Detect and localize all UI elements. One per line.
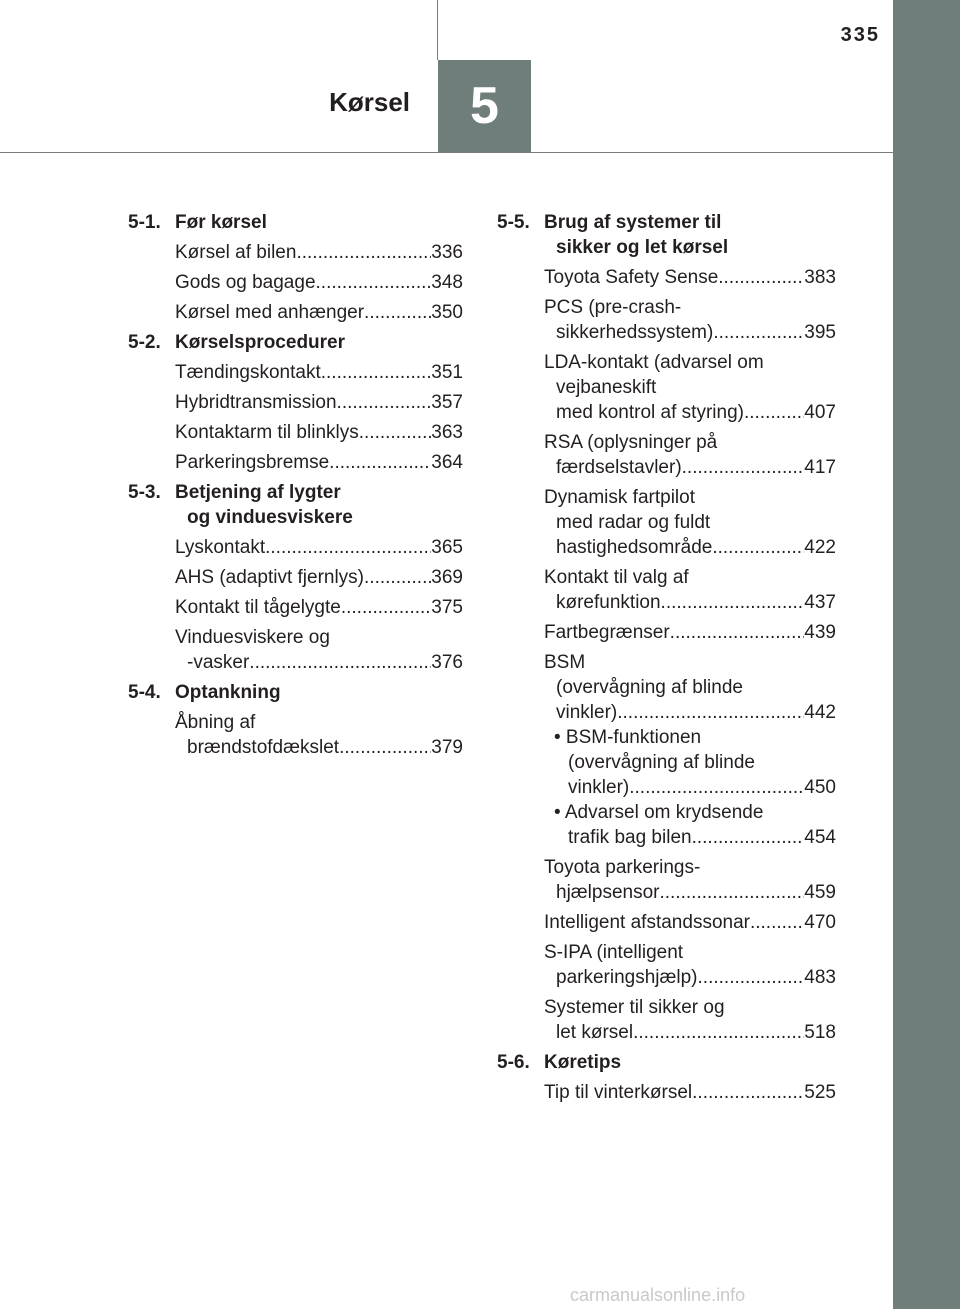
section-number: 5-4. — [128, 682, 161, 703]
dot-leader — [341, 595, 431, 620]
chapter-number-badge: 5 — [438, 60, 531, 152]
section-title — [175, 480, 463, 530]
entry-page: 357 — [431, 392, 463, 413]
toc-entry[interactable] — [544, 485, 836, 560]
toc-entry[interactable] — [544, 1080, 836, 1105]
dot-leader — [364, 300, 431, 325]
dot-leader — [296, 240, 431, 265]
entry-title-line: • Advarsel om krydsende — [554, 802, 764, 823]
dot-leader — [750, 910, 804, 935]
toc-entry[interactable] — [544, 650, 836, 850]
entry-page: 518 — [804, 1022, 836, 1043]
entry-title: Fartbegrænser — [544, 622, 670, 643]
entry-page: 459 — [804, 882, 836, 903]
dot-leader — [359, 420, 432, 445]
entry-title-line: med radar og fuldt — [556, 512, 711, 533]
entry-title: Toyota Safety Sense — [544, 267, 719, 288]
toc-section-5-3 — [128, 480, 463, 675]
entry-title: trafik bag bilen — [568, 827, 692, 848]
section-number: 5-2. — [128, 332, 161, 353]
dot-leader — [265, 535, 431, 560]
entry-page: 470 — [804, 912, 836, 933]
toc-section-5-6 — [497, 1050, 836, 1105]
section-title: Optankning — [175, 682, 281, 703]
toc-section-5-5 — [497, 210, 836, 1045]
entry-page: 351 — [431, 362, 463, 383]
section-number: 5-3. — [128, 482, 161, 503]
section-title-line: og vinduesviskere — [187, 507, 353, 528]
section-number: 5-6. — [497, 1052, 530, 1073]
toc-entry[interactable] — [544, 265, 836, 290]
toc-entry[interactable] — [544, 940, 836, 990]
toc-right-column — [497, 210, 836, 1110]
dot-leader — [316, 270, 432, 295]
entry-page: 364 — [431, 452, 463, 473]
toc-section-5-4 — [128, 680, 463, 760]
toc-entry[interactable] — [544, 350, 836, 425]
section-number: 5-1. — [128, 212, 161, 233]
entry-page: 437 — [804, 592, 836, 613]
dot-leader — [617, 700, 804, 725]
dot-leader — [339, 735, 431, 760]
entry-title-line: PCS (pre-crash- — [544, 297, 682, 318]
entry-page: 525 — [804, 1082, 836, 1103]
dot-leader — [364, 565, 431, 590]
toc-entry[interactable] — [175, 240, 463, 265]
entry-title: Hybridtransmission — [175, 392, 337, 413]
entry-title: med kontrol af styring) — [556, 402, 744, 423]
entry-title: AHS (adaptivt fjernlys) — [175, 567, 365, 588]
toc-entry[interactable] — [175, 390, 463, 415]
entry-title: -vasker — [187, 652, 250, 673]
chapter-title: Kørsel — [329, 87, 410, 117]
watermark: carmanualsonline.info — [570, 1285, 746, 1305]
entry-page: 442 — [804, 702, 836, 723]
toc-entry[interactable] — [544, 910, 836, 935]
entry-page: 369 — [431, 567, 463, 588]
toc-entry[interactable] — [175, 300, 463, 325]
dot-leader — [712, 535, 804, 560]
dot-leader — [329, 450, 431, 475]
toc-section-5-2 — [128, 330, 463, 475]
entry-page: 395 — [804, 322, 836, 343]
entry-page: 450 — [804, 777, 836, 798]
dot-leader — [692, 1080, 804, 1105]
entry-page: 363 — [431, 422, 463, 443]
entry-title: hjælpsensor — [556, 882, 660, 903]
entry-page: 483 — [804, 967, 836, 988]
toc-entry[interactable] — [175, 270, 463, 295]
toc-entry[interactable] — [175, 535, 463, 560]
entry-title: færdselstavler) — [556, 457, 682, 478]
section-title-line: Betjening af lygter — [175, 482, 341, 503]
header-divider-horizontal — [0, 152, 893, 153]
toc-entry[interactable] — [175, 420, 463, 445]
entry-title-line: S-IPA (intelligent — [544, 942, 684, 963]
entry-title-line: Vinduesviskere og — [175, 627, 330, 648]
entry-title: Lyskontakt — [175, 537, 266, 558]
toc-entry[interactable] — [175, 450, 463, 475]
entry-page: 417 — [804, 457, 836, 478]
entry-title: Intelligent afstandssonar — [544, 912, 750, 933]
dot-leader — [661, 590, 805, 615]
dot-leader — [660, 880, 805, 905]
toc-entry[interactable] — [175, 595, 463, 620]
toc-sub-entry[interactable] — [544, 725, 836, 800]
toc-entry[interactable] — [544, 855, 836, 905]
entry-title-line: RSA (oplysninger på — [544, 432, 718, 453]
entry-page: 375 — [431, 597, 463, 618]
entry-title-line: LDA-kontakt (advarsel om — [544, 352, 764, 373]
entry-title-line: BSM — [544, 652, 586, 673]
entry-title-line: Åbning af — [175, 712, 256, 733]
dot-leader — [718, 265, 804, 290]
dot-leader — [321, 360, 432, 385]
entry-title: Kørsel af bilen — [175, 242, 297, 263]
section-heading — [128, 210, 463, 235]
toc-entry[interactable] — [544, 995, 836, 1045]
dot-leader — [698, 965, 805, 990]
toc-entry[interactable] — [544, 620, 836, 645]
toc-entry[interactable] — [544, 565, 836, 615]
entry-page: 439 — [804, 622, 836, 643]
entry-title: parkeringshjælp) — [556, 967, 698, 988]
dot-leader — [633, 1020, 804, 1045]
entry-title-line: Toyota parkerings- — [544, 857, 701, 878]
entry-title: Parkeringsbremse — [175, 452, 330, 473]
section-title — [544, 210, 836, 260]
header-divider-vertical — [437, 0, 438, 60]
entry-page: 454 — [804, 827, 836, 848]
dot-leader — [744, 400, 804, 425]
section-heading — [128, 330, 463, 355]
entry-title-line: (overvågning af blinde — [568, 752, 755, 773]
entry-title: hastighedsområde — [556, 537, 713, 558]
section-heading — [128, 680, 463, 705]
entry-page: 379 — [431, 737, 463, 758]
entry-title: Kontaktarm til blinklys — [175, 422, 359, 443]
entry-title-line: vejbaneskift — [556, 377, 657, 398]
toc-entry[interactable] — [544, 430, 836, 480]
entry-title-line: • BSM-funktionen — [554, 727, 702, 748]
entry-title: Kontakt til tågelygte — [175, 597, 341, 618]
section-title-line: sikker og let kørsel — [556, 237, 729, 258]
entry-title: sikkerhedssystem) — [556, 322, 714, 343]
toc-section-5-1 — [128, 210, 463, 325]
toc-entry[interactable] — [544, 295, 836, 345]
entry-title: vinkler) — [556, 702, 618, 723]
entry-title: Gods og bagage — [175, 272, 316, 293]
section-title: Før kørsel — [175, 212, 267, 233]
entry-title-line: Kontakt til valg af — [544, 567, 689, 588]
entry-page: 365 — [431, 537, 463, 558]
section-heading — [497, 210, 836, 260]
entry-page: 407 — [804, 402, 836, 423]
section-title-line: Brug af systemer til — [544, 212, 722, 233]
section-heading — [128, 480, 463, 530]
dot-leader — [713, 320, 804, 345]
chapter-side-tab — [893, 0, 960, 1309]
section-title: Kørselsprocedurer — [175, 332, 346, 353]
toc-left-column — [128, 210, 463, 765]
entry-title-line: (overvågning af blinde — [556, 677, 743, 698]
entry-page: 422 — [804, 537, 836, 558]
entry-title: Tip til vinterkørsel — [544, 1082, 693, 1103]
entry-title: vinkler) — [568, 777, 630, 798]
page-number: 335 — [840, 24, 880, 46]
toc-entry[interactable] — [175, 360, 463, 385]
dot-leader — [692, 825, 805, 850]
entry-page: 350 — [431, 302, 463, 323]
entry-title: Kørsel med anhænger — [175, 302, 365, 323]
toc-entry[interactable] — [175, 710, 463, 760]
entry-title: Tændingskontakt — [175, 362, 321, 383]
entry-page: 336 — [431, 242, 463, 263]
entry-title: let kørsel — [556, 1022, 634, 1043]
dot-leader — [682, 455, 805, 480]
entry-title: kørefunktion — [556, 592, 661, 613]
section-number: 5-5. — [497, 212, 530, 233]
toc-sub-entry[interactable] — [544, 800, 836, 850]
section-heading — [497, 1050, 836, 1075]
entry-page: 383 — [804, 267, 836, 288]
entry-page: 348 — [431, 272, 463, 293]
entry-title-line: Dynamisk fartpilot — [544, 487, 695, 508]
entry-page: 376 — [431, 652, 463, 673]
dot-leader — [670, 620, 805, 645]
entry-title-line: Systemer til sikker og — [544, 997, 725, 1018]
dot-leader — [629, 775, 804, 800]
toc-entry[interactable] — [175, 625, 463, 675]
toc-entry[interactable] — [175, 565, 463, 590]
entry-title: brændstofdækslet — [187, 737, 340, 758]
section-title: Køretips — [544, 1052, 622, 1073]
dot-leader — [249, 650, 431, 675]
dot-leader — [337, 390, 432, 415]
